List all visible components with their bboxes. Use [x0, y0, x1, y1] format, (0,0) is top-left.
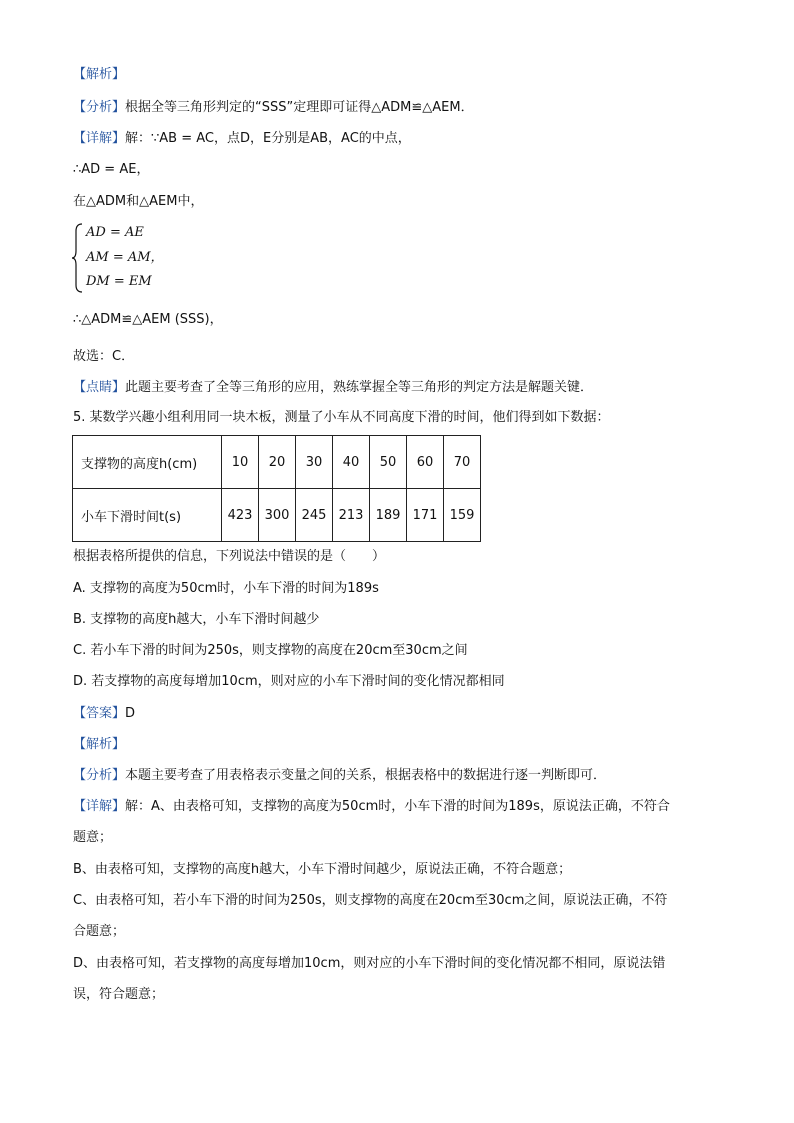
system-equation-1: AD = AE [86, 225, 144, 240]
detail-paragraph [73, 130, 411, 148]
time-cell: 423 [222, 489, 259, 542]
time-cell: 189 [370, 489, 407, 542]
table-row-time [73, 489, 481, 542]
detail-tag: 【详解】 [73, 131, 126, 146]
in-triangles-line: 在△ADM和△AEM中， [73, 194, 204, 209]
time-cell: 300 [259, 489, 296, 542]
answer-tag: 【答案】 [73, 706, 126, 721]
system-equation-2: AM = AM， [86, 250, 164, 265]
detail-c-line-cont: 合题意； [73, 924, 126, 939]
height-cell: 50 [370, 436, 407, 489]
height-cell: 60 [407, 436, 444, 489]
section-heading-analysis: 【解析】 [73, 67, 126, 82]
detail-text-2: 解：A、由表格可知，支撑物的高度为50cm时，小车下滑的时间为189s，原说法正确，不符合 [125, 799, 670, 814]
question-5-ask: 根据表格所提供的信息，下列说法中错误的是（ ） [73, 549, 386, 564]
analysis-paragraph [73, 99, 474, 117]
height-cell: 20 [259, 436, 296, 489]
time-cell: 213 [333, 489, 370, 542]
option-b: B. 支撑物的高度h越大，小车下滑时间越少 [73, 612, 320, 627]
data-table [72, 435, 481, 542]
option-d: D. 若支撑物的高度每增加10cm，则对应的小车下滑时间的变化情况都相同 [73, 674, 505, 689]
height-cell: 70 [444, 436, 481, 489]
option-c: C. 若小车下滑的时间为250s，则支撑物的高度在20cm至30cm之间 [73, 643, 468, 658]
detail-text: 解：∵AB = AC，点D，E分别是AB，AC的中点， [125, 131, 411, 146]
analysis-tag: 【分析】 [73, 100, 126, 115]
detail-paragraph-2 [73, 798, 670, 816]
analysis-text-2: 本题主要考查了用表格表示变量之间的关系，根据表格中的数据进行逐一判断即可． [125, 768, 607, 783]
detail-tag-2: 【详解】 [73, 799, 126, 814]
comment-paragraph [73, 379, 593, 397]
time-cell: 171 [407, 489, 444, 542]
therefore-line: ∴AD = AE， [73, 162, 150, 177]
detail-d-line: D、由表格可知，若支撑物的高度每增加10cm，则对应的小车下滑时间的变化情况都不相同，原说法错 [73, 956, 666, 971]
table-row-height [73, 436, 481, 489]
option-a: A. 支撑物的高度为50cm时，小车下滑的时间为189s [73, 581, 379, 596]
detail-b-line: B、由表格可知，支撑物的高度h越大，小车下滑时间越少，原说法正确，不符合题意； [73, 862, 572, 877]
detail-c-line: C、由表格可知，若小车下滑的时间为250s，则支撑物的高度在20cm至30cm之间，原说法正确，不符 [73, 893, 668, 908]
answer-value: D [125, 706, 136, 721]
time-cell: 245 [296, 489, 333, 542]
question-5-stem: 5. 某数学兴趣小组利用同一块木板，测量了小车从不同高度下滑的时间，他们得到如下数据： [73, 410, 610, 425]
system-equation-3: DM = EM [86, 274, 152, 289]
height-cell: 10 [222, 436, 259, 489]
row-label-height: 支撑物的高度h(cm) [73, 436, 222, 489]
system-brace [72, 223, 84, 293]
choice-line: 故选：C． [73, 349, 135, 364]
analysis-tag-2: 【分析】 [73, 768, 126, 783]
comment-text: 此题主要考查了全等三角形的应用，熟练掌握全等三角形的判定方法是解题关键． [125, 380, 594, 395]
answer-line [73, 705, 135, 723]
conclusion-line: ∴△ADM≌△AEM (SSS)， [73, 312, 223, 327]
time-cell: 159 [444, 489, 481, 542]
comment-tag: 【点睛】 [73, 380, 126, 395]
analysis-paragraph-2 [73, 767, 606, 785]
section-heading-analysis-2: 【解析】 [73, 737, 126, 752]
detail-text-2-cont: 题意； [73, 830, 113, 845]
row-label-time: 小车下滑时间t(s) [73, 489, 222, 542]
height-cell: 30 [296, 436, 333, 489]
analysis-text: 根据全等三角形判定的“SSS”定理即可证得△ADM≌△AEM． [125, 100, 474, 115]
height-cell: 40 [333, 436, 370, 489]
detail-d-line-cont: 误，符合题意； [73, 987, 165, 1002]
